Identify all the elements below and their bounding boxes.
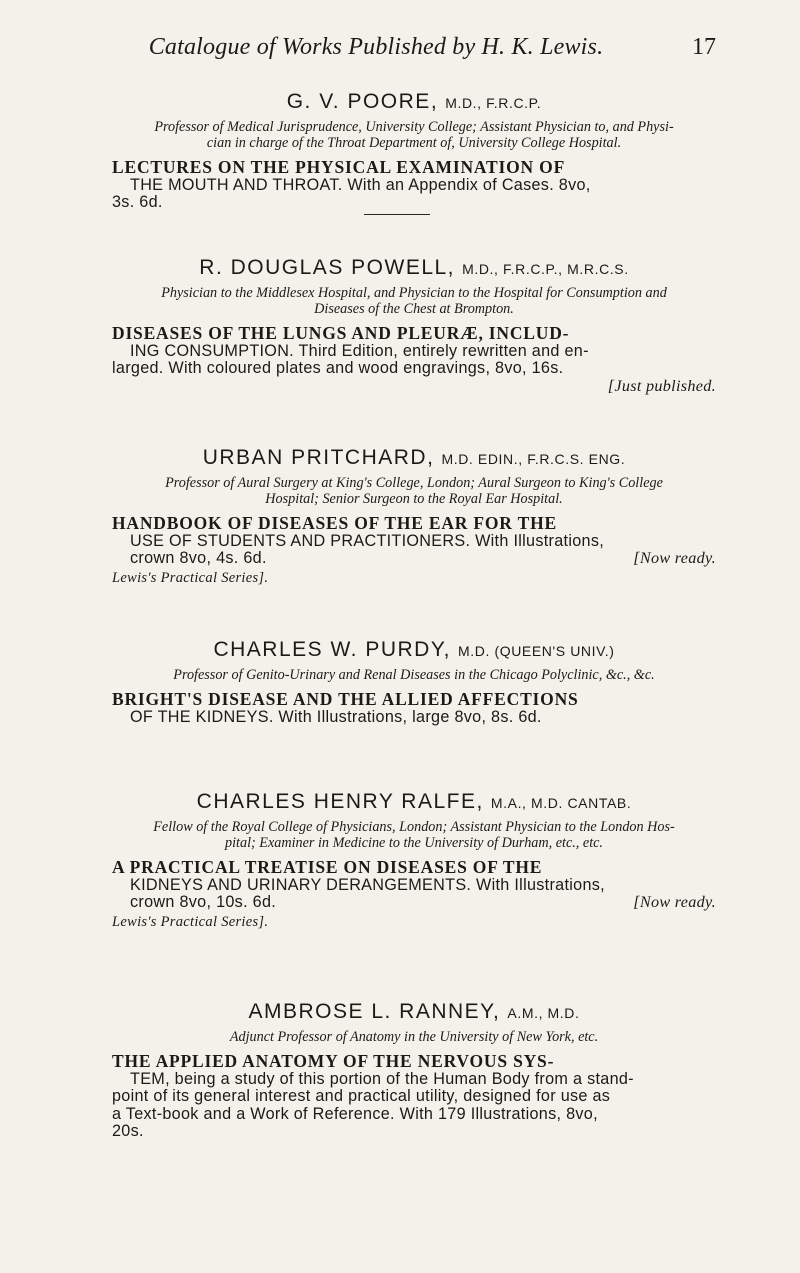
- work-title: DISEASES OF THE LUNGS AND PLEURÆ, INCLUD-: [112, 323, 570, 343]
- work-format-price: crown 8vo, 10s. 6d.: [130, 893, 277, 911]
- affiliation-line: Physician to the Middlesex Hospital, and Physician to the Hospital for Consumption and: [161, 285, 667, 301]
- work-line: TEM, being a study of this portion of the Human Body from a stand-: [130, 1069, 634, 1088]
- affiliation-line: pital; Examiner in Medicine to the University of Durham, etc., etc.: [225, 835, 603, 851]
- author-heading: [112, 638, 716, 663]
- author-heading: [112, 90, 716, 115]
- author-affiliation: [112, 819, 716, 851]
- affiliation-line: Adjunct Professor of Anatomy in the University of New York, etc.: [229, 1029, 599, 1045]
- affiliation-line: Professor of Aural Surgery at King's College, London; Aural Surgeon to King's College: [165, 475, 663, 491]
- author-heading: [112, 1000, 716, 1025]
- catalogue-entry-powell: [112, 256, 716, 395]
- work-title: HANDBOOK OF DISEASES OF THE EAR FOR THE: [112, 513, 557, 533]
- author-name: URBAN PRITCHARD,: [202, 446, 435, 469]
- running-title: Catalogue of Works Published by H. K. Lewis.: [148, 34, 604, 60]
- section-divider: [364, 214, 430, 215]
- work-title: LECTURES ON THE PHYSICAL EXAMINATION OF: [112, 157, 566, 177]
- author-affiliation: [112, 1029, 716, 1045]
- author-degrees: M.D., F.R.C.P., M.R.C.S.: [462, 261, 629, 277]
- author-affiliation: [112, 119, 716, 151]
- page-number: 17: [692, 34, 716, 60]
- work-line: [112, 550, 716, 568]
- running-head: [96, 34, 716, 64]
- work-line: ING CONSUMPTION. Third Edition, entirely rewritten and en-: [130, 341, 589, 360]
- author-heading: [112, 790, 716, 815]
- work-line: THE MOUTH AND THROAT. With an Appendix of Cases. 8vo,: [130, 175, 591, 194]
- publication-status: [Now ready.: [633, 549, 716, 567]
- work-description: [112, 1053, 716, 1141]
- work-description: [112, 515, 716, 587]
- affiliation-line: Fellow of the Royal College of Physicians, London; Assistant Physician to the London Hos-: [153, 819, 675, 835]
- work-line: point of its general interest and practical utility, designed for use as: [112, 1087, 611, 1105]
- author-name: R. DOUGLAS POWELL,: [199, 256, 456, 279]
- catalogue-entry-pritchard: [112, 446, 716, 587]
- work-line: larged. With coloured plates and wood engravings, 8vo, 16s.: [112, 359, 564, 377]
- series-note: Lewis's Practical Series].: [112, 913, 269, 930]
- work-line: 20s.: [112, 1122, 144, 1140]
- work-line: OF THE KIDNEYS. With Illustrations, large 8vo, 8s. 6d.: [130, 707, 542, 726]
- publication-status: [Now ready.: [633, 893, 716, 911]
- publication-status: [Just published.: [607, 376, 716, 395]
- work-line: 3s. 6d.: [112, 193, 163, 211]
- author-degrees: M.D. (QUEEN'S UNIV.): [458, 643, 615, 659]
- work-description: [112, 159, 716, 212]
- author-degrees: M.D. EDIN., F.R.C.S. ENG.: [441, 451, 626, 467]
- author-name: CHARLES HENRY RALFE,: [196, 790, 484, 813]
- author-name: G. V. POORE,: [286, 90, 439, 113]
- work-line: USE OF STUDENTS AND PRACTITIONERS. With Illustrations,: [130, 531, 605, 550]
- author-name: CHARLES W. PURDY,: [213, 638, 451, 661]
- work-line: KIDNEYS AND URINARY DERANGEMENTS. With Illustrations,: [130, 875, 605, 894]
- work-title: THE APPLIED ANATOMY OF THE NERVOUS SYS-: [112, 1051, 555, 1071]
- affiliation-line: cian in charge of the Throat Department of, University College Hospital.: [206, 135, 622, 151]
- work-description: [112, 691, 716, 726]
- author-degrees: A.M., M.D.: [507, 1005, 580, 1021]
- author-degrees: M.D., F.R.C.P.: [445, 95, 542, 111]
- affiliation-line: Professor of Genito-Urinary and Renal Diseases in the Chicago Polyclinic, &c., &c.: [173, 667, 655, 683]
- author-heading: [112, 256, 716, 281]
- work-line: a Text-book and a Work of Reference. With 179 Illustrations, 8vo,: [112, 1104, 598, 1123]
- work-description: [112, 859, 716, 931]
- catalogue-entry-poore: [112, 90, 716, 212]
- affiliation-line: Diseases of the Chest at Brompton.: [314, 301, 514, 317]
- work-description: [112, 325, 716, 395]
- work-title: A PRACTICAL TREATISE ON DISEASES OF THE: [112, 857, 543, 877]
- author-heading: [112, 446, 716, 471]
- author-affiliation: [112, 667, 716, 683]
- catalogue-entry-purdy: [112, 638, 716, 726]
- series-note: Lewis's Practical Series].: [112, 569, 269, 586]
- catalogue-entry-ralfe: [112, 790, 716, 931]
- work-format-price: crown 8vo, 4s. 6d.: [130, 549, 267, 567]
- work-status: [112, 378, 716, 396]
- work-title: BRIGHT'S DISEASE AND THE ALLIED AFFECTIONS: [112, 689, 579, 709]
- catalogue-entry-ranney: [112, 1000, 716, 1141]
- author-degrees: M.A., M.D. CANTAB.: [490, 795, 632, 811]
- affiliation-line: Hospital; Senior Surgeon to the Royal Ear Hospital.: [265, 491, 563, 507]
- author-affiliation: [112, 475, 716, 507]
- author-name: AMBROSE L. RANNEY,: [248, 1000, 501, 1023]
- author-affiliation: [112, 285, 716, 317]
- work-line: [112, 894, 716, 912]
- affiliation-line: Professor of Medical Jurisprudence, University College; Assistant Physician to, and Physi-: [154, 119, 674, 135]
